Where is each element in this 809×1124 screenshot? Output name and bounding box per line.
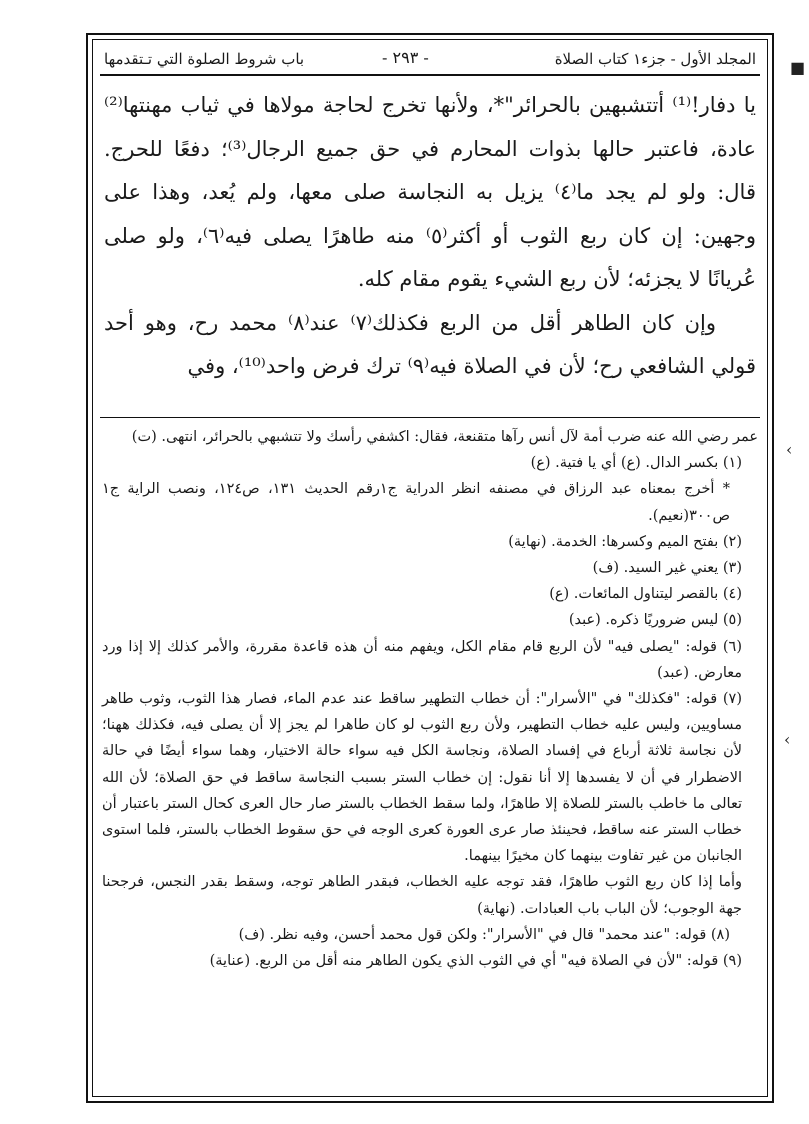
footnote-7: (٧) قوله: "فكذلك" في "الأسرار": أن خطاب التطهير ساقط عند عدم الماء، فصار هذا الثوب، وثوب طاهر مساويين، وليس عليه خطاب التطهير، ولأن ربع الثوب لو كان طاهرا لم يجز إلا أن يصلى فيه، فكذلك ههنا؛ لأن نجاسة ثلاثة أرباع في إفساد الصلاة، ونجاسة الكل فيه سواء حالة الاختيار، وهما سواء أيضًا في حالة الاضطرار في أن لا يفسدها إلا أنا نقول: إن خطاب الستر بسبب النجاسة ساقط في حق الصلاة؛ لأن الله تعالى ما خاطب بالستر للصلاة إلا طاهرًا، ولما سقط الخطاب بالستر صار حال العرى كحال الستر باعتبار أن خطاب الستر عنه ساقط، فحينئذ صار عرى العورة كعرى الوجه في حق سقوط الخطاب بالستر، فلما استوى الجانبان من غير تفاوت بينهما كان مخيرًا بينهما. — [102, 691, 742, 865]
footnote-8: (٨) قوله: "عند محمد" قال في "الأسرار": ولكن قول محمد أحسن، وفيه نظر. (ف) — [238, 926, 730, 943]
footnote-star: * أخرج بمعناه عبد الرزاق في مصنفه انظر الدراية ج١رقم الحديث ١٣١، ص١٢٤، ونصب الراية ج١ ص٣٠٠(نعيم). — [102, 481, 730, 524]
page-number: - ٢٩٣ - — [382, 48, 429, 67]
margin-mark: ‹ — [784, 730, 791, 749]
footnote-2: (٢) بفتح الميم وكسرها: الخدمة. (نهاية) — [508, 533, 742, 550]
running-header — [100, 46, 760, 72]
footnotes — [102, 424, 758, 974]
footnote-9: (٩) قوله: "لأن في الصلاة فيه" أي في الثوب الذي يكون الطاهر منه أقل من الربع. (عناية) — [209, 953, 742, 970]
footnote-1: (١) بكسر الدال. (ع) أي يا فتية. (ع) — [530, 455, 742, 472]
footnote-6: (٦) قوله: "يصلى فيه" لأن الربع قام مقام الكل، ويفهم منه أن هذه قاعدة مقررة، والأمر كذلك إلا إذا ورد معارض. (عبد) — [102, 638, 742, 681]
header-rule — [100, 74, 760, 76]
footnote-7-continued: وأما إذا كان ربع الثوب طاهرًا، فقد توجه عليه الخطاب، فبقدر الطاهر توجه، وسقط بقدر النجس، فرجحنا جهة الوجوب؛ لأن الباب باب العبادات. (نهاية) — [102, 874, 742, 917]
header-chapter: باب شروط الصلوة التي تـتقدمها — [104, 50, 305, 68]
footnote-separator — [100, 417, 760, 418]
footnote-3: (٣) يعني غير السيد. (ف) — [592, 560, 742, 577]
main-paragraph-1: يا دفار!⁽¹⁾ أتتشبهين بالحرائر"*، ولأنها تخرج لحاجة مولاها في ثياب مهنتها⁽²⁾ عادة، فاعتبر حالها بذوات المحارم في حق جميع الرجال⁽³⁾؛ دفعًا للحرج. قال: ولو لم يجد ما⁽٤⁾ يزيل به النجاسة صلى معها، ولم يُعد، وهذا على وجهين: إن كان ربع الثوب أو أكثر⁽٥⁾ منه طاهرًا يصلى فيه⁽٦⁾، ولو صلى عُريانًا لا يجزئه؛ لأن ربع الشيء يقوم مقام كله. — [104, 93, 757, 291]
footnote-5: (٥) ليس ضروريًا ذكره. (عبد) — [568, 612, 742, 629]
main-paragraph-2: وإن كان الطاهر أقل من الربع فكذلك⁽٧⁾ عند⁽٨⁾ محمد رح، وهو أحد قولي الشافعي رح؛ لأن في الصلاة فيه⁽٩⁾ ترك فرض واحد⁽¹⁰⁾، وفي — [104, 310, 756, 378]
main-text — [104, 84, 756, 389]
header-volume: المجلد الأول - جزء١ كتاب الصلاة — [554, 50, 756, 68]
margin-mark: ‹ — [786, 440, 793, 459]
margin-mark: ■ — [790, 58, 806, 77]
footnote-continuation: عمر رضي الله عنه ضرب أمة لآل أنس رآها متقنعة، فقال: اكشفي رأسك ولا تتشبهي بالحرائر، انتهى. (ت) — [131, 429, 758, 445]
footnote-4: (٤) بالقصر ليتناول المائعات. (ع) — [549, 586, 742, 603]
